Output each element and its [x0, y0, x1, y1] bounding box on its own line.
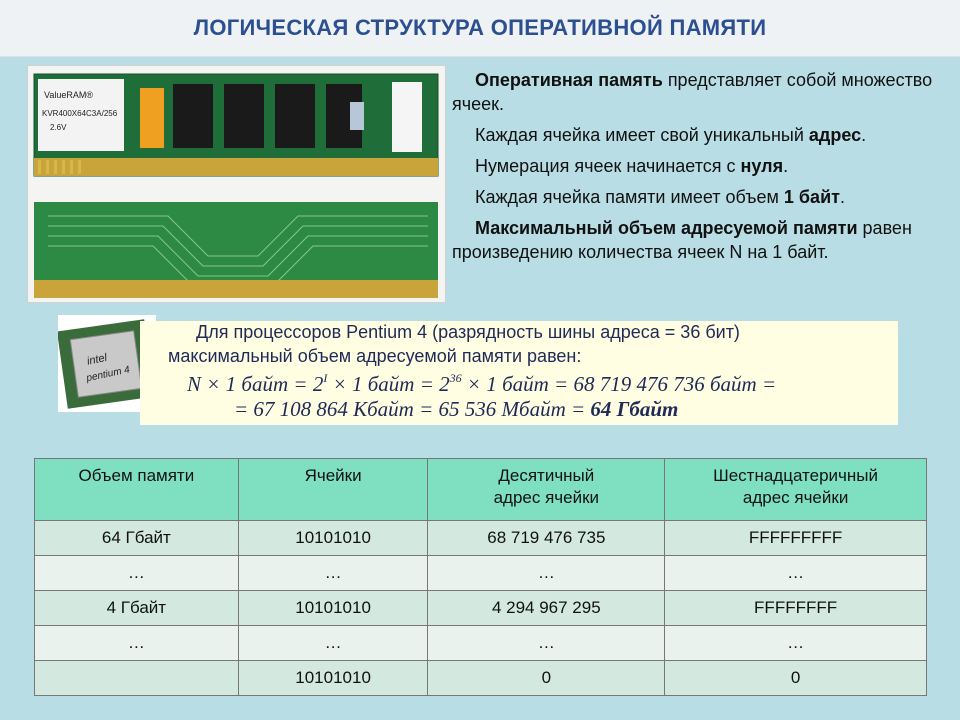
info-p2-bold: адрес [808, 125, 862, 145]
info-paragraph-3 [452, 154, 942, 178]
table-header-row [35, 459, 927, 521]
formula-2-part-a: = 67 108 864 Кбайт = 65 536 Мбайт = [234, 397, 591, 421]
info-paragraph-1 [452, 68, 942, 116]
cell-volume: 64 Гбайт [35, 521, 239, 556]
table-row [35, 556, 927, 591]
formula-1-exp-i: I [323, 371, 328, 385]
info-p5-bold: Максимальный объем адресуемой памяти [475, 218, 858, 238]
cell-volume: 4 Гбайт [35, 591, 239, 626]
header-decimal-line-1: Десятичный [498, 466, 595, 485]
header-volume [35, 459, 239, 521]
cell-volume: … [35, 556, 239, 591]
cpu-brand: intel [85, 351, 109, 368]
info-panel [452, 68, 942, 271]
info-p3-end: . [783, 156, 789, 176]
memory-address-table [34, 458, 927, 696]
formula-1-part-c: × 1 байт = 68 719 476 736 байт = [461, 372, 777, 396]
ram-module-image [27, 65, 446, 303]
cell-cells: … [238, 626, 428, 661]
header-volume-label: Объем памяти [78, 466, 195, 485]
info-p2-text: Каждая ячейка имеет свой уникальный [475, 125, 809, 145]
cell-decimal: 68 719 476 735 [428, 521, 665, 556]
info-paragraph-4 [452, 185, 942, 209]
cell-hex: FFFFFFFF [665, 591, 927, 626]
table-row [35, 591, 927, 626]
header-cells-label: Ячейки [304, 466, 362, 485]
cell-cells: 10101010 [238, 521, 428, 556]
info-p3-text: Нумерация ячеек начинается с [475, 156, 741, 176]
cell-hex: … [665, 626, 927, 661]
info-p2-end: . [861, 125, 867, 145]
header-hex-line-2: адрес ячейки [742, 488, 849, 507]
info-p4-bold: 1 байт [783, 187, 840, 207]
info-p1-bold: Оперативная память [475, 70, 663, 90]
cell-hex: FFFFFFFFF [665, 521, 927, 556]
formula-line-1 [187, 371, 776, 397]
header-decimal-line-2: адрес ячейки [493, 488, 600, 507]
ram-voltage: 2.6V [50, 123, 67, 132]
cell-hex: … [665, 556, 927, 591]
cell-decimal: … [428, 556, 665, 591]
info-p4-text: Каждая ячейка памяти имеет объем [475, 187, 784, 207]
formula-2-result: 64 Гбайт [590, 397, 679, 421]
cell-decimal: 0 [428, 661, 665, 696]
pentium-note-line-2: максимальный объем адресуемой памяти равен: [168, 346, 582, 366]
info-p4-end: . [839, 187, 845, 207]
pentium-note-box [140, 321, 898, 425]
formula-1-part-a: N × 1 байт = 2 [187, 372, 324, 396]
header-hex [665, 459, 927, 521]
formula-1-part-b: × 1 байт = 2 [327, 372, 450, 396]
info-p3-bold: нуля [740, 156, 784, 176]
cell-decimal: … [428, 626, 665, 661]
formula-1-exp-36: 36 [449, 371, 462, 385]
page-title: ЛОГИЧЕСКАЯ СТРУКТУРА ОПЕРАТИВНОЙ ПАМЯТИ [193, 15, 767, 40]
header-decimal [428, 459, 665, 521]
ram-brand: ValueRAM® [44, 90, 93, 100]
cell-hex: 0 [665, 661, 927, 696]
info-paragraph-2 [452, 123, 942, 147]
cell-decimal: 4 294 967 295 [428, 591, 665, 626]
ram-model: KVR400X64C3A/256 [42, 109, 118, 118]
cpu-model: pentium 4 [85, 364, 131, 385]
table-row [35, 661, 927, 696]
cell-cells: 10101010 [238, 591, 428, 626]
cell-cells: … [238, 556, 428, 591]
info-p5-rest: равен произведению количества ячеек N на 1 байт. [452, 218, 912, 262]
cell-volume: … [35, 626, 239, 661]
info-p1-rest: представляет собой множество ячеек. [452, 70, 933, 114]
cell-cells: 10101010 [238, 661, 428, 696]
title-bar [0, 0, 960, 57]
header-hex-line-1: Шестнадцатеричный [713, 466, 879, 485]
table-row [35, 521, 927, 556]
formula-line-2 [234, 397, 678, 422]
header-cells [238, 459, 428, 521]
pentium-note-line-1: Для процессоров Pentium 4 (разрядность шины адреса = 36 бит) [196, 322, 740, 342]
table-row [35, 626, 927, 661]
info-paragraph-5 [452, 216, 942, 264]
cell-volume [35, 661, 239, 696]
